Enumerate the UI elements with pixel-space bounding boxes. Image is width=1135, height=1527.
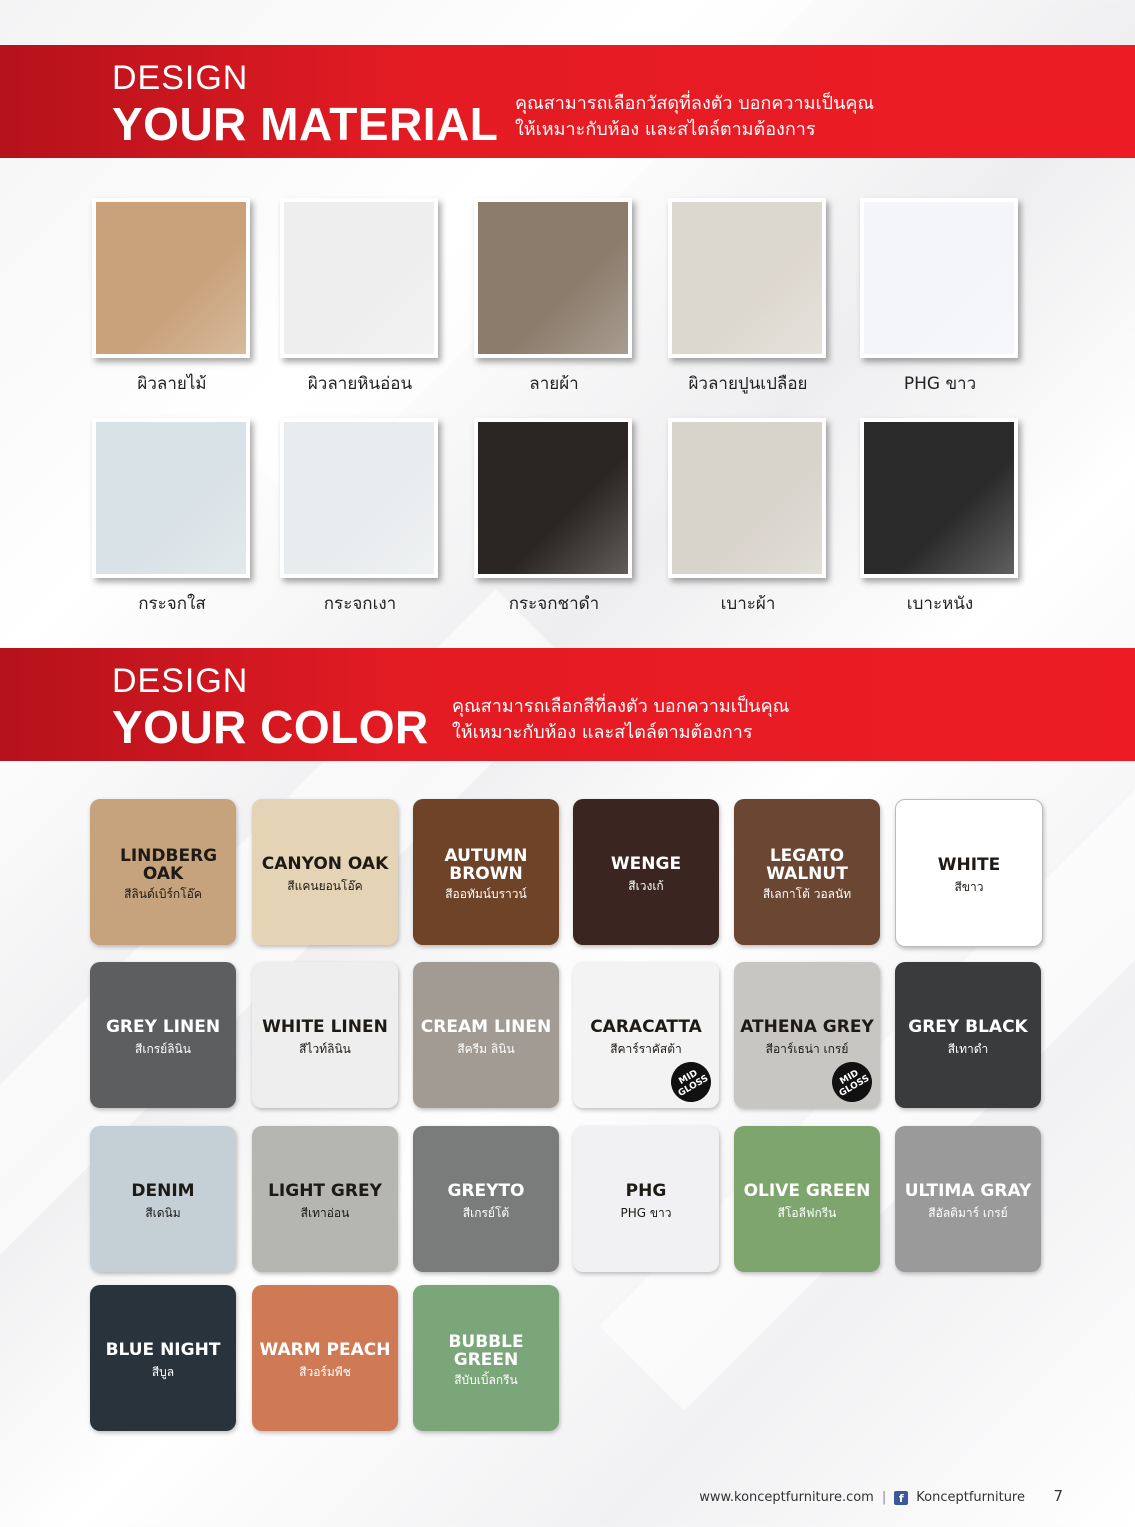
material-label: กระจกใส	[138, 594, 206, 614]
color-name: BUBBLE GREEN	[448, 1332, 524, 1370]
color-thai-name: สีเกรย์ลินิน	[135, 1042, 191, 1056]
material-banner	[0, 45, 1135, 158]
color-swatch	[90, 1126, 236, 1272]
color-name: PHG	[625, 1181, 667, 1201]
color-thai-name: สีเดนิม	[145, 1206, 181, 1220]
color-thai-name: สีเลกาโต้ วอลนัท	[762, 887, 852, 901]
color-swatch	[252, 1126, 398, 1272]
color-swatch	[90, 962, 236, 1108]
material-banner-desc-line1: คุณสามารถเลือกวัสดุที่ลงตัว บอกความเป็นคุณ	[515, 93, 875, 114]
color-swatch	[895, 799, 1043, 947]
color-name: GREYTO	[447, 1181, 525, 1201]
color-thai-name: สีเทาอ่อน	[300, 1206, 350, 1220]
color-name: WHITE LINEN	[262, 1017, 388, 1037]
color-thai-name: สีเกรย์โต้	[462, 1206, 510, 1220]
color-banner-desc-line2: ให้เหมาะกับห้อง และสไตล์ตามต้องการ	[452, 722, 753, 743]
color-thai-name: สีบูล	[151, 1365, 175, 1379]
material-label: กระจกชาดำ	[508, 594, 600, 614]
color-name: GREY BLACK	[908, 1017, 1028, 1037]
color-swatch	[734, 799, 880, 945]
material-item	[860, 198, 1020, 397]
material-swatch	[860, 418, 1018, 578]
material-label: เบาะผ้า	[720, 594, 776, 614]
color-swatch	[413, 799, 559, 945]
color-thai-name: สีลินด์เบิร์กโอ๊ค	[124, 887, 202, 901]
material-label: ผิวลายหินอ่อน	[307, 374, 413, 394]
color-thai-name: PHG ขาว	[620, 1206, 672, 1220]
color-name: OLIVE GREEN	[743, 1181, 871, 1201]
color-swatch	[895, 1126, 1041, 1272]
color-swatch	[573, 799, 719, 945]
color-name: LEGATO WALNUT	[766, 846, 848, 884]
color-swatch	[895, 962, 1041, 1108]
material-label: ลายผ้า	[529, 374, 579, 394]
mid-gloss-badge: MID GLOSS	[664, 1055, 719, 1108]
material-item	[280, 418, 440, 617]
material-swatch	[668, 418, 826, 578]
material-swatch	[92, 198, 250, 358]
color-thai-name: สีโอลีฟกรีน	[777, 1206, 837, 1220]
material-swatch	[474, 418, 632, 578]
material-swatch	[474, 198, 632, 358]
color-banner-design: DESIGN	[112, 662, 249, 700]
color-thai-name: สีแคนยอนโอ๊ค	[287, 879, 363, 893]
material-label: ผิวลายไม้	[137, 374, 207, 394]
material-item	[668, 198, 828, 397]
color-name: ULTIMA GRAY	[904, 1181, 1032, 1201]
color-name: AUTUMN BROWN	[444, 846, 528, 884]
page-number: 7	[1053, 1487, 1063, 1505]
color-banner	[0, 648, 1135, 761]
color-name: CREAM LINEN	[420, 1017, 552, 1037]
mid-gloss-badge: MID GLOSS	[825, 1055, 880, 1108]
material-item	[280, 198, 440, 397]
color-thai-name: สีไวท์ลินิน	[299, 1042, 351, 1056]
color-thai-name: สีอัลติมาร์ เกรย์	[928, 1206, 1008, 1220]
color-name: GREY LINEN	[105, 1017, 221, 1037]
material-item	[474, 198, 634, 397]
color-name: DENIM	[131, 1181, 195, 1201]
color-name: CANYON OAK	[261, 854, 389, 874]
material-banner-design: DESIGN	[112, 59, 249, 97]
footer-facebook[interactable]: Konceptfurniture	[916, 1490, 1025, 1505]
color-swatch	[734, 962, 880, 1108]
color-thai-name: สีขาว	[954, 880, 984, 894]
material-item	[92, 418, 252, 617]
color-name: LINDBERG OAK	[120, 846, 218, 884]
material-banner-desc-line2: ให้เหมาะกับห้อง และสไตล์ตามต้องการ	[515, 119, 816, 140]
color-swatch	[252, 799, 398, 945]
material-swatch	[668, 198, 826, 358]
color-name: WENGE	[610, 854, 682, 874]
material-label: PHG ขาว	[903, 374, 977, 394]
material-label: เบาะหนัง	[906, 594, 974, 614]
color-banner-desc-line1: คุณสามารถเลือกสีที่ลงตัว บอกความเป็นคุณ	[452, 696, 790, 717]
color-name: BLUE NIGHT	[105, 1340, 221, 1360]
color-name: CARACATTA	[590, 1017, 702, 1037]
material-item	[668, 418, 828, 617]
color-banner-title: YOUR COLOR	[112, 701, 429, 753]
color-banner-desc	[452, 694, 789, 746]
material-swatch	[280, 418, 438, 578]
color-name: WARM PEACH	[259, 1340, 391, 1360]
color-thai-name: สีเทาดำ	[947, 1042, 989, 1056]
material-label: ผิวลายปูนเปลือย	[688, 374, 808, 394]
color-swatch	[573, 1126, 719, 1272]
material-item	[92, 198, 252, 397]
color-swatch	[90, 799, 236, 945]
color-swatch	[413, 1285, 559, 1431]
facebook-icon: f	[894, 1491, 908, 1505]
color-swatch	[252, 962, 398, 1108]
material-banner-title: YOUR MATERIAL	[112, 98, 499, 150]
color-thai-name: สีบับเบิ้ลกรีน	[454, 1373, 518, 1387]
color-thai-name: สีอาร์เธน่า เกรย์	[765, 1042, 849, 1056]
color-thai-name: สีครีม ลินิน	[457, 1042, 515, 1056]
color-name: ATHENA GREY	[740, 1017, 874, 1037]
footer	[699, 1490, 1025, 1505]
color-swatch	[413, 1126, 559, 1272]
color-thai-name: สีเวงเก้	[628, 879, 664, 893]
material-swatch	[92, 418, 250, 578]
color-thai-name: สีออทัมน์บราวน์	[445, 887, 527, 901]
material-swatch	[280, 198, 438, 358]
color-thai-name: สีคาร์ราคัสต้า	[610, 1042, 682, 1056]
material-swatch	[860, 198, 1018, 358]
color-name: LIGHT GREY	[268, 1181, 382, 1201]
material-banner-desc	[515, 91, 874, 143]
color-thai-name: สีวอร์มพีช	[299, 1365, 351, 1379]
color-name: WHITE	[937, 855, 1001, 875]
material-item	[474, 418, 634, 617]
color-swatch	[90, 1285, 236, 1431]
color-swatch	[734, 1126, 880, 1272]
color-swatch	[252, 1285, 398, 1431]
color-swatch	[573, 962, 719, 1108]
footer-divider: |	[881, 1490, 887, 1505]
footer-website[interactable]: www.konceptfurniture.com	[699, 1490, 874, 1505]
color-swatch	[413, 962, 559, 1108]
material-label: กระจกเงา	[323, 594, 397, 614]
material-item	[860, 418, 1020, 617]
